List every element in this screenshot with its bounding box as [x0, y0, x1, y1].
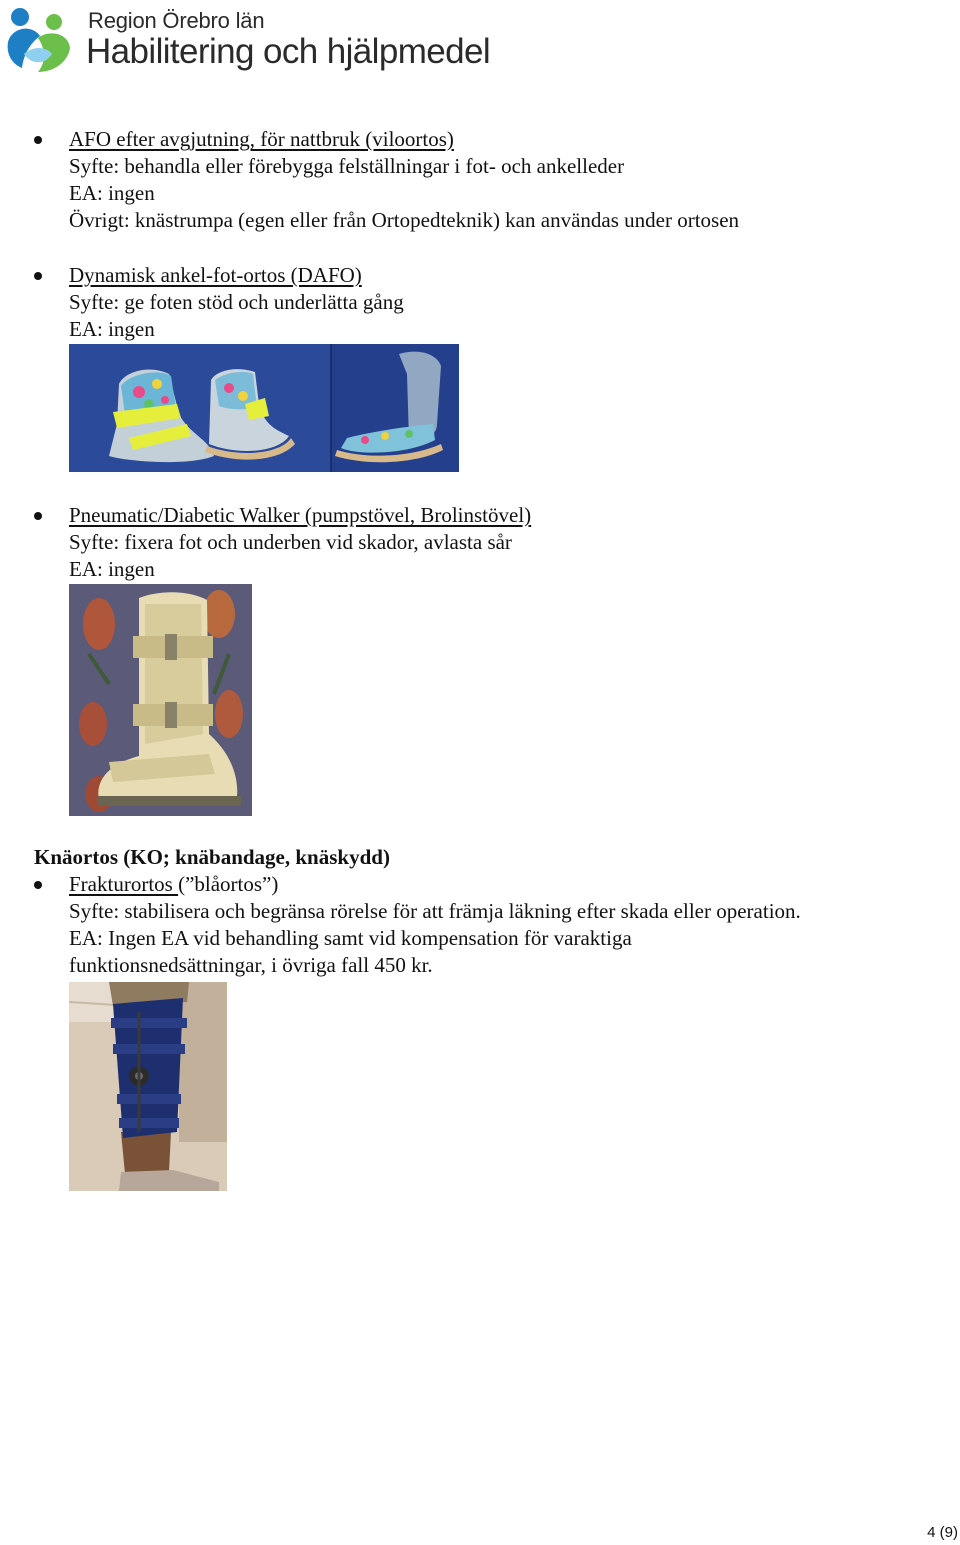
item-line: Syfte: ge foten stöd och underlätta gång — [69, 290, 404, 314]
item-line: EA: ingen — [69, 557, 155, 581]
section-heading: Knäortos (KO; knäbandage, knäskydd) — [34, 845, 390, 869]
list-item — [69, 871, 801, 979]
bullet-icon — [34, 272, 42, 280]
item-title: AFO efter avgjutning, för nattbruk (viloortos) — [69, 127, 454, 151]
item-line: EA: ingen — [69, 181, 155, 205]
page-header — [0, 0, 520, 80]
org-department: Habilitering och hjälpmedel — [86, 32, 491, 71]
dafo-photo — [69, 344, 459, 472]
list-item — [69, 262, 404, 343]
item-line: funktionsnedsättningar, i övriga fall 450 kr. — [69, 953, 433, 977]
item-title: Dynamisk ankel-fot-ortos (DAFO) — [69, 263, 362, 287]
item-line: Övrigt: knästrumpa (egen eller från Ortopedteknik) kan användas under ortosen — [69, 208, 740, 232]
org-name: Region Örebro län — [88, 8, 265, 33]
bullet-icon — [34, 136, 42, 144]
item-line: EA: ingen — [69, 317, 155, 341]
list-item — [69, 126, 739, 234]
item-title: Frakturortos — [69, 872, 179, 896]
item-line: Syfte: stabilisera och begränsa rörelse för att främja läkning efter skada eller operation. — [69, 899, 801, 923]
page-number: 4 (9) — [927, 1524, 958, 1541]
item-line: Syfte: fixera fot och underben vid skador, avlasta sår — [69, 530, 512, 554]
item-line: EA: Ingen EA vid behandling samt vid kompensation för varaktiga — [69, 926, 632, 950]
list-item — [69, 502, 531, 583]
item-line: Syfte: behandla eller förebygga felställningar i fot- och ankelleder — [69, 154, 625, 178]
item-title: Pneumatic/Diabetic Walker (pumpstövel, Brolinstövel) — [69, 503, 532, 527]
walker-boot-photo — [69, 584, 252, 816]
bullet-icon — [34, 881, 42, 889]
bullet-icon — [34, 512, 42, 520]
item-title-suffix: (”blåortos”) — [178, 872, 279, 896]
region-logo-icon — [2, 2, 76, 76]
knee-orthosis-photo — [69, 982, 227, 1191]
